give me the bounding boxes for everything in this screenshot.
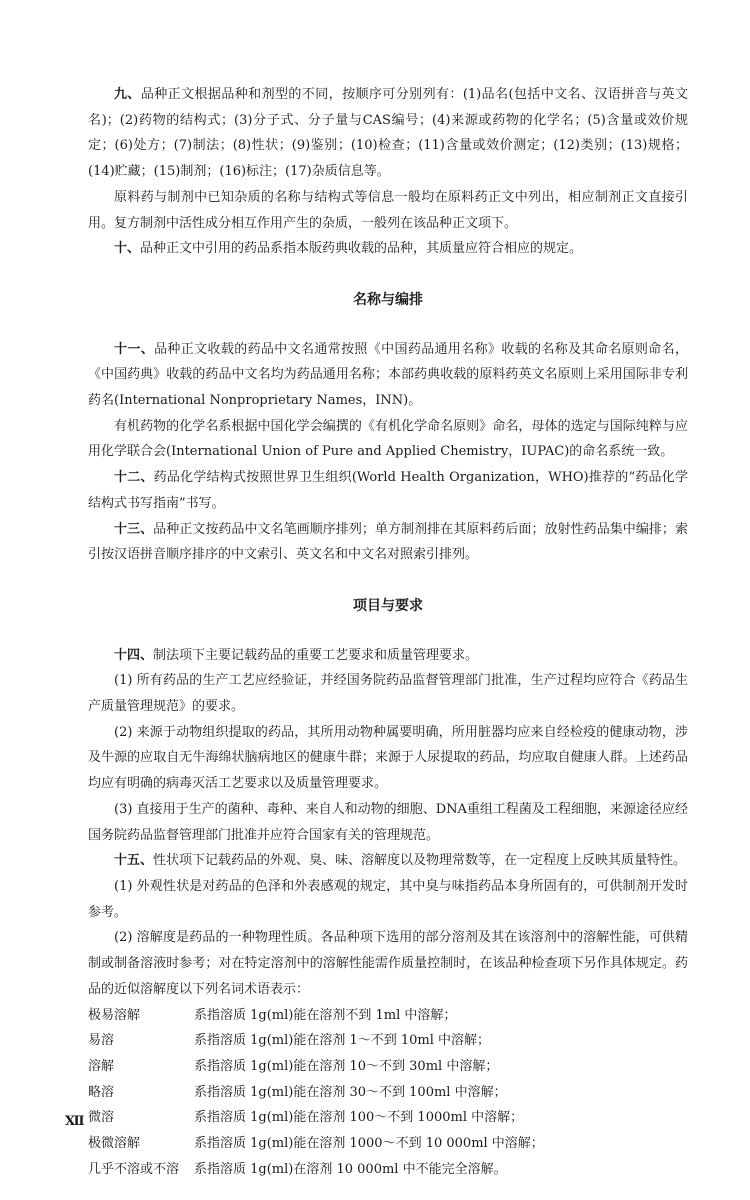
solubility-term: 略溶 <box>88 1084 115 1100</box>
solubility-row <box>88 1157 688 1183</box>
solubility-term: 几乎不溶或不溶 <box>88 1161 180 1177</box>
paragraph-text: (1) 外观性状是对药品的色泽和外表感观的规定，其中臭与味指药品本身所固有的，可供制剂开发时参考。 <box>88 878 688 920</box>
paragraph-10 <box>88 236 688 262</box>
paragraph-text: 药品化学结构式按照世界卫生组织(World Health Organization，WHO)推荐的“药品化学结构式书写指南”书写。 <box>88 470 688 511</box>
solubility-row <box>88 1028 688 1054</box>
page-number: Ⅻ <box>65 1114 85 1129</box>
solubility-term: 微溶 <box>88 1110 115 1126</box>
paragraph-text: (2) 溶解度是药品的一种物理性质。各品种项下选用的部分溶剂及其在该溶剂中的溶解性能，可供精制或制备溶液时参考；对在特定溶剂中的溶解性能需作质量控制时，在该品种检查项下另作具体规定。药品的近似溶解度以下列名词术语表示： <box>88 930 688 997</box>
clause-number: 十二、 <box>114 470 154 486</box>
section-title-items: 项目与要求 <box>353 597 423 614</box>
clause-number: 十四、 <box>114 647 154 663</box>
paragraph-chem-name <box>88 414 688 465</box>
solubility-definition: 系指溶质 1g(ml)能在溶剂不到 1ml 中溶解； <box>194 1007 457 1023</box>
paragraph-text: 性状项下记载药品的外观、臭、味、溶解度以及物理常数等，在一定程度上反映其质量特性。 <box>153 853 687 869</box>
paragraph-text: 制法项下主要记载药品的重要工艺要求和质量管理要求。 <box>153 647 479 663</box>
solubility-row <box>88 1054 688 1080</box>
solubility-definition: 系指溶质 1g(ml)能在溶剂 100～不到 1000ml 中溶解； <box>194 1110 524 1126</box>
paragraph-text: (2) 来源于动物组织提取的药品，其所用动物种属要明确，所用脏器均应来自经检疫的健康动物，涉及牛源的应取自无牛海绵状脑病地区的健康牛群；来源于人尿提取的药品，均应取自健康人群。上述药品均应有明确的病毒灭活工艺要求以及质量管理要求。 <box>88 724 688 792</box>
paragraph-14-2 <box>88 720 688 797</box>
paragraph-text: 有机药物的化学名系根据中国化学会编撰的《有机化学命名原则》命名，母体的选定与国际纯粹与应用化学联合会(International Union of Pure and Applied Chemistry，IUPAC)的命名系统一致。 <box>88 418 688 460</box>
paragraph-impurity <box>88 185 688 236</box>
solubility-row <box>88 1003 688 1029</box>
clause-number: 十五、 <box>114 853 154 869</box>
paragraph-9 <box>88 82 688 185</box>
solubility-definition: 系指溶质 1g(ml)能在溶剂 1000～不到 10 000ml 中溶解； <box>194 1136 544 1152</box>
solubility-term: 极易溶解 <box>88 1007 141 1023</box>
paragraph-text: 原料药与制剂中已知杂质的名称与结构式等信息一般均在原料药正文中列出，相应制剂正文直接引用。复方制剂中活性成分相互作用产生的杂质，一般列在该品种正文项下。 <box>88 189 688 231</box>
paragraph-15 <box>88 848 688 874</box>
solubility-term: 溶解 <box>88 1058 115 1074</box>
paragraph-text: (1) 所有药品的生产工艺应经验证，并经国务院药品监督管理部门批准，生产过程均应符合《药品生产质量管理规范》的要求。 <box>88 673 688 715</box>
clause-number: 十三、 <box>114 521 154 537</box>
solubility-row <box>88 1080 688 1106</box>
paragraph-14-3 <box>88 797 688 848</box>
clause-number: 十、 <box>114 241 141 257</box>
paragraph-12 <box>88 465 688 516</box>
paragraph-14-1 <box>88 668 688 719</box>
clause-number: 十一、 <box>114 341 155 357</box>
section-title-naming: 名称与编排 <box>353 291 423 308</box>
paragraph-text: 品种正文按药品中文名笔画顺序排列；单方制剂排在其原料药后面；放射性药品集中编排；索引按汉语拼音顺序排序的中文索引、英文名和中文名对照索引排列。 <box>88 521 688 563</box>
solubility-term: 易溶 <box>88 1033 115 1049</box>
paragraph-15-1 <box>88 874 688 925</box>
solubility-terms-table <box>88 1003 688 1183</box>
solubility-term: 极微溶解 <box>88 1136 141 1152</box>
solubility-definition: 系指溶质 1g(ml)能在溶剂 10～不到 30ml 中溶解； <box>194 1058 499 1074</box>
paragraph-text: 品种正文中引用的药品系指本版药典收载的品种，其质量应符合相应的规定。 <box>140 241 583 257</box>
solubility-definition: 系指溶质 1g(ml)在溶剂 10 000ml 中不能完全溶解。 <box>194 1161 507 1177</box>
paragraph-text: (3) 直接用于生产的菌种、毒种、来自人和动物的细胞、DNA重组工程菌及工程细胞，来源途径应经国务院药品监督管理部门批准并应符合国家有关的管理规范。 <box>88 801 688 843</box>
solubility-definition: 系指溶质 1g(ml)能在溶剂 30～不到 100ml 中溶解； <box>194 1084 507 1100</box>
paragraph-11 <box>88 337 688 414</box>
paragraph-text: 品种正文收载的药品中文名通常按照《中国药品通用名称》收载的名称及其命名原则命名，《中国药典》收载的药品中文名均为药品通用名称；本部药典收载的原料药英文名原则上采用国际非专利药名(International Nonproprietary Names，INN)。 <box>88 341 688 409</box>
paragraph-text: 品种正文根据品种和剂型的不同，按顺序可分别列有：(1)品名(包括中文名、汉语拼音与英文名)；(2)药物的结构式；(3)分子式、分子量与CAS编号；(4)来源或药物的化学名；(5)含量或效价规定；(6)处方；(7)制法；(8)性状；(9)鉴别；(10)检查；(11)含量或效价测定；(12)类别；(13)规格；(14)贮藏；(15)制剂；(16)标注；(17)杂质信息等。 <box>88 87 688 180</box>
paragraph-14 <box>88 643 688 669</box>
solubility-row <box>88 1131 688 1157</box>
solubility-definition: 系指溶质 1g(ml)能在溶剂 1～不到 10ml 中溶解； <box>194 1033 491 1049</box>
paragraph-13 <box>88 517 688 568</box>
document-page <box>88 82 688 1182</box>
clause-number: 九、 <box>114 87 141 102</box>
solubility-row <box>88 1105 688 1131</box>
paragraph-15-2 <box>88 925 688 1002</box>
